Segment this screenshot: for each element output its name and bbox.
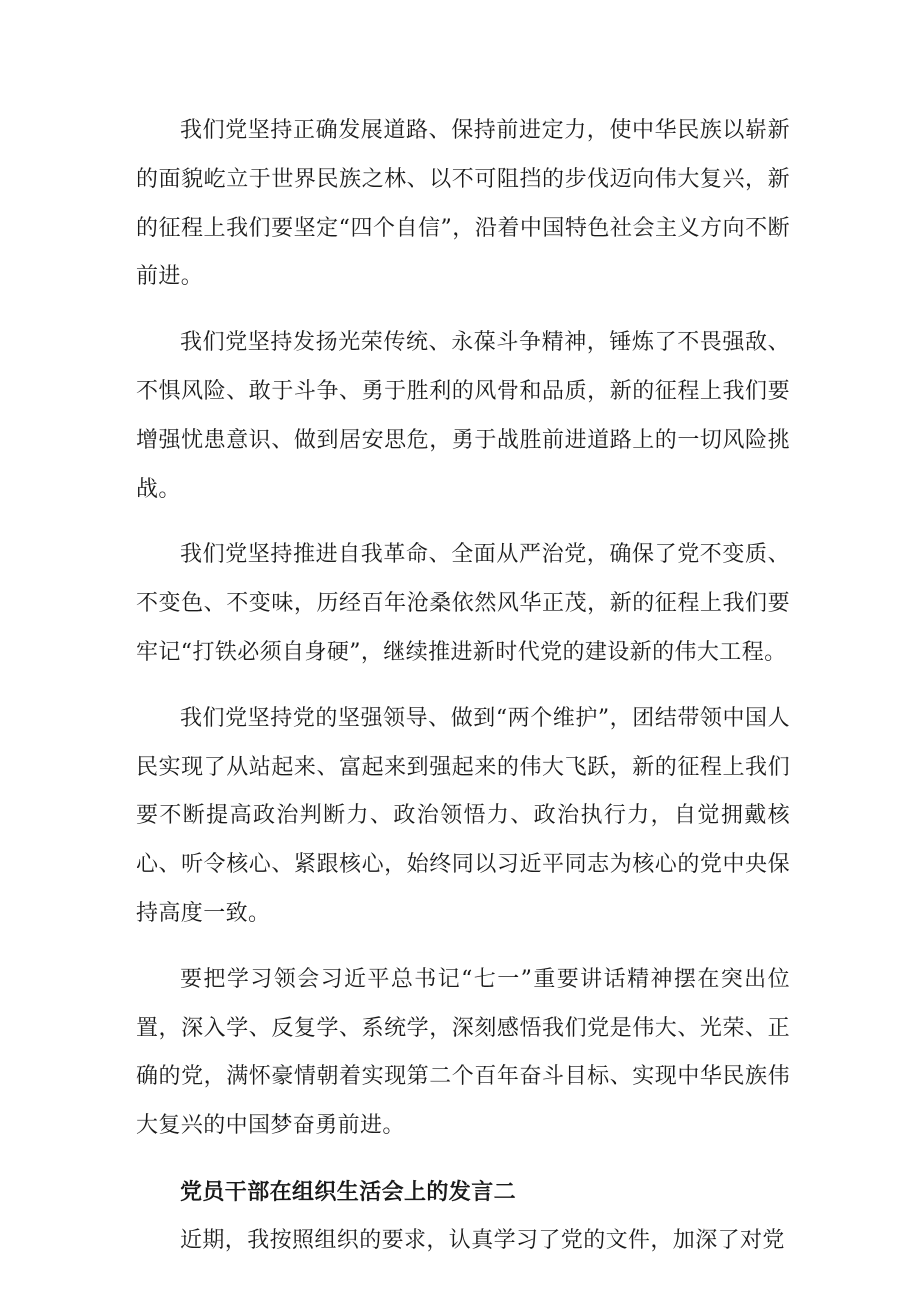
- paragraph-final: 近期，我按照组织的要求，认真学习了党的文件，加深了对党: [180, 1227, 785, 1253]
- paragraph-5: 要把学习领会习近平总书记“七一”重要讲话精神摆在突出位置，深入学、反复学、系统学，深刻感悟我们党是伟大、光荣、正确的党，满怀豪情朝着实现第二个百年奋斗目标、实现中华民族伟大复兴的中国梦奋勇前进。: [136, 966, 790, 1139]
- section-heading: 党员干部在组织生活会上的发言二: [180, 1178, 517, 1205]
- paragraph-3: 我们党坚持推进自我革命、全面从严治党，确保了党不变质、不变色、不变味，历经百年沧桑依然风华正茂，新的征程上我们要牢记“打铁必须自身硬”，继续推进新时代党的建设新的伟大工程。: [136, 542, 790, 665]
- paragraph-4: 我们党坚持党的坚强领导、做到“两个维护”，团结带领中国人民实现了从站起来、富起来到强起来的伟大飞跃，新的征程上我们要不断提高政治判断力、政治领悟力、政治执行力，自觉拥戴核心、听令核心、紧跟核心，始终同以习近平同志为核心的党中央保持高度一致。: [136, 705, 790, 926]
- paragraph-1: 我们党坚持正确发展道路、保持前进定力，使中华民族以崭新的面貌屹立于世界民族之林、以不可阻挡的步伐迈向伟大复兴，新的征程上我们要坚定“四个自信”，沿着中国特色社会主义方向不断前进。: [136, 118, 790, 290]
- document-body: [136, 107, 790, 1266]
- paragraph-2: 我们党坚持发扬光荣传统、永葆斗争精神，锤炼了不畏强敌、不惧风险、敢于斗争、勇于胜利的风骨和品质，新的征程上我们要增强忧患意识、做到居安思危，勇于战胜前进道路上的一切风险挑战。: [136, 330, 790, 502]
